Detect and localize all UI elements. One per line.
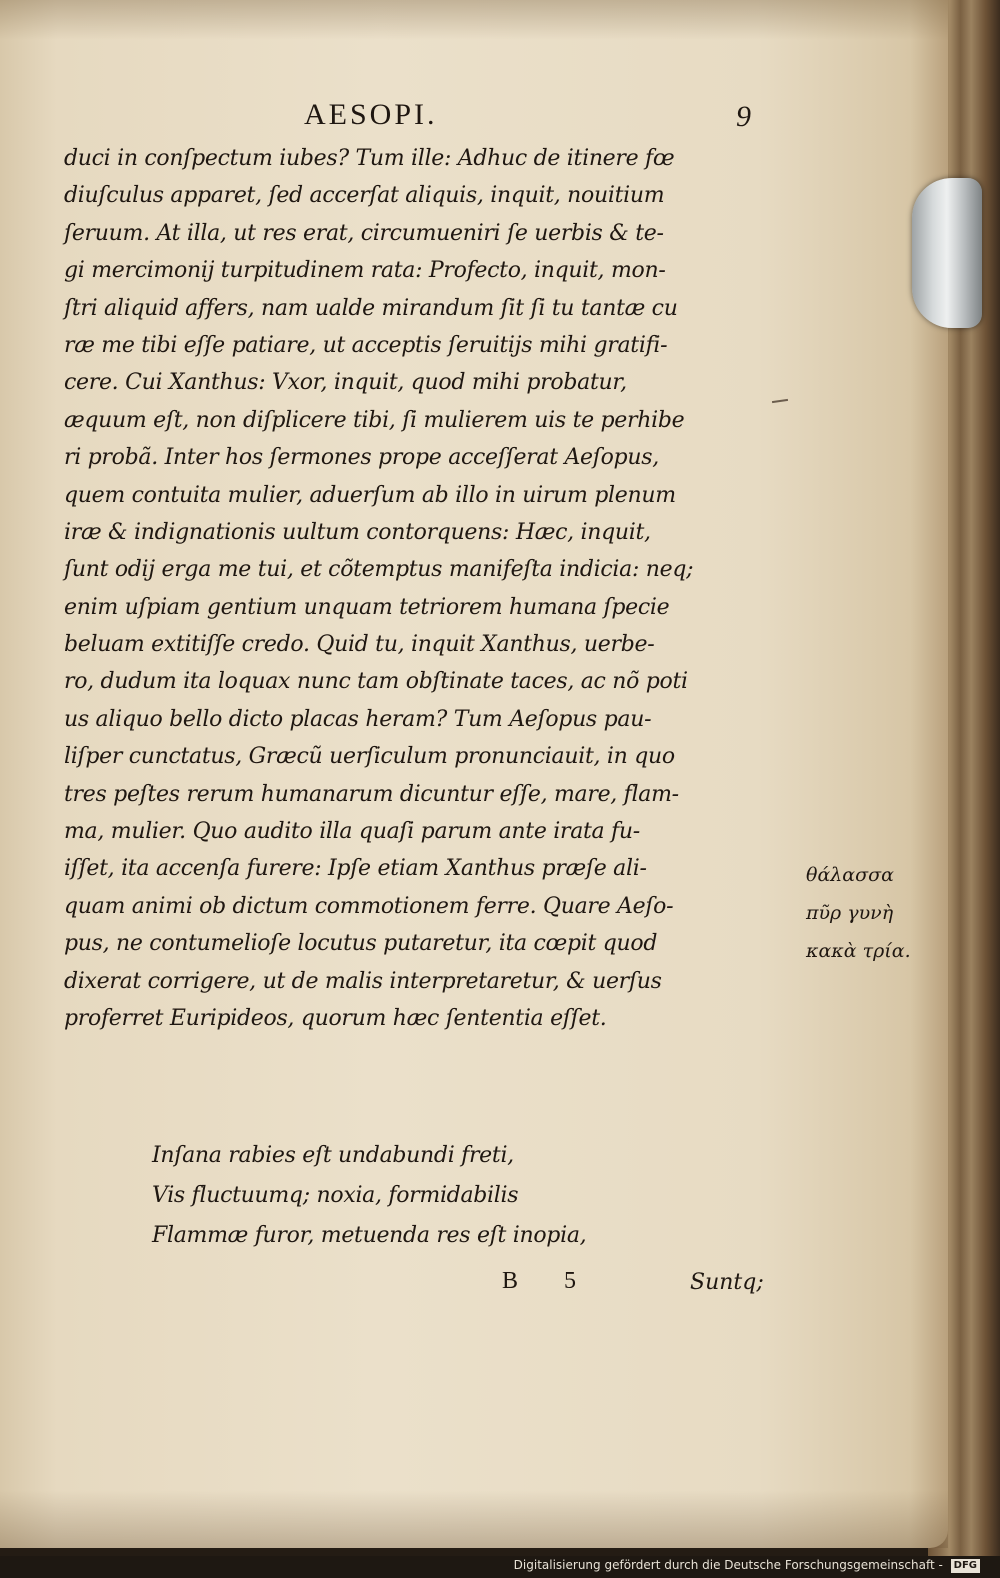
text-line: pus, ne contumelioſe locutus putaretur, ita cœpit quod <box>64 931 658 957</box>
text-line: ſunt odij erga me tui, et cõtemptus manifeſta indicia: neq; <box>64 557 694 583</box>
body-text <box>64 140 804 1037</box>
text-line: beluam extitiſſe credo. Quid tu, inquit Xanthus, uerbe- <box>64 632 655 658</box>
marginal-note-greek <box>806 856 928 970</box>
text-line: ræ me tibi eſſe patiare, ut acceptis ſeruitijs mihi gratifi- <box>64 332 668 358</box>
text-line: iræ & indignationis uultum contorquens: Hæc, inquit, <box>64 519 651 545</box>
page-bottom-shadow <box>0 1490 948 1548</box>
text-line: cere. Cui Xanthus: Vxor, inquit, quod mihi probatur, <box>64 370 627 396</box>
verse-quotation <box>152 1136 792 1256</box>
running-head: AESOPI. <box>304 98 438 131</box>
folio-number: 9 <box>736 100 751 133</box>
text-line: tres peſtes rerum humanarum dicuntur eſſe, mare, flam- <box>64 781 679 807</box>
text-line: dixerat corrigere, ut de malis interpretaretur, & uerſus <box>64 968 662 994</box>
text-line: diuſculus apparet, ſed accerſat aliquis, inquit, nouitium <box>64 183 665 209</box>
text-line: æquum eſt, non diſplicere tibi, ſi mulierem uis te perhibe <box>64 407 685 433</box>
text-line: proferret Euripideos, quorum hæc ſententia eſſet. <box>64 1005 607 1031</box>
text-line: ri probã. Inter hos ſermones prope acceſſerat Aeſopus, <box>64 445 659 471</box>
page-holder-clip <box>912 178 982 328</box>
text-line: ſeruum. At illa, ut res erat, circumueniri ſe uerbis & te- <box>64 220 664 246</box>
text-line: iſſet, ita accenſa furere: Ipſe etiam Xanthus præſe ali- <box>64 856 647 882</box>
marginal-note-line: πῦρ γυνὴ <box>806 902 894 924</box>
text-line: enim uſpiam gentium unquam tetriorem humana ſpecie <box>64 594 670 620</box>
text-line: quem contuita mulier, aduerſum ab illo in uirum plenum <box>64 482 676 508</box>
text-line: ro, dudum ita loquax nunc tam obſtinate taces, ac nõ poti <box>64 669 688 695</box>
funding-credit-text: Digitalisierung gefördert durch die Deutsche Forschungsgemeinschaft - <box>513 1558 943 1572</box>
catchword: Suntq; <box>690 1270 764 1295</box>
text-line: liſper cunctatus, Græcũ uerſiculum pronunciauit, in quo <box>64 744 675 770</box>
dfg-logo: DFG <box>951 1559 980 1573</box>
signature-mark: B 5 <box>502 1268 597 1294</box>
funding-credit <box>514 1558 980 1573</box>
verse-line: Vis fluctuumq; noxia, formidabilis <box>152 1183 519 1208</box>
text-line: ma, mulier. Quo audito illa quaſi parum ante irata fu- <box>64 819 640 845</box>
text-line: ſtri aliquid affers, nam ualde mirandum ſit ſi tu tantæ cu <box>64 295 678 321</box>
marginal-note-line: κακὰ τρία. <box>806 940 911 962</box>
text-line: gi mercimonij turpitudinem rata: Profecto, inquit, mon- <box>64 258 666 284</box>
verse-line: Inſana rabies eſt undabundi freti, <box>152 1143 514 1168</box>
verse-line: Flammæ furor, metuenda res eſt inopia, <box>152 1223 587 1248</box>
marginal-note-line: θάλασσα <box>806 864 894 886</box>
page-top-shadow <box>0 0 948 40</box>
text-line: duci in conſpectum iubes? Tum ille: Adhuc de itinere fœ <box>64 146 675 171</box>
text-line: us aliquo bello dicto placas heram? Tum Aeſopus pau- <box>64 706 652 732</box>
text-line: quam animi ob dictum commotionem ferre. Quare Aeſo- <box>64 893 674 919</box>
